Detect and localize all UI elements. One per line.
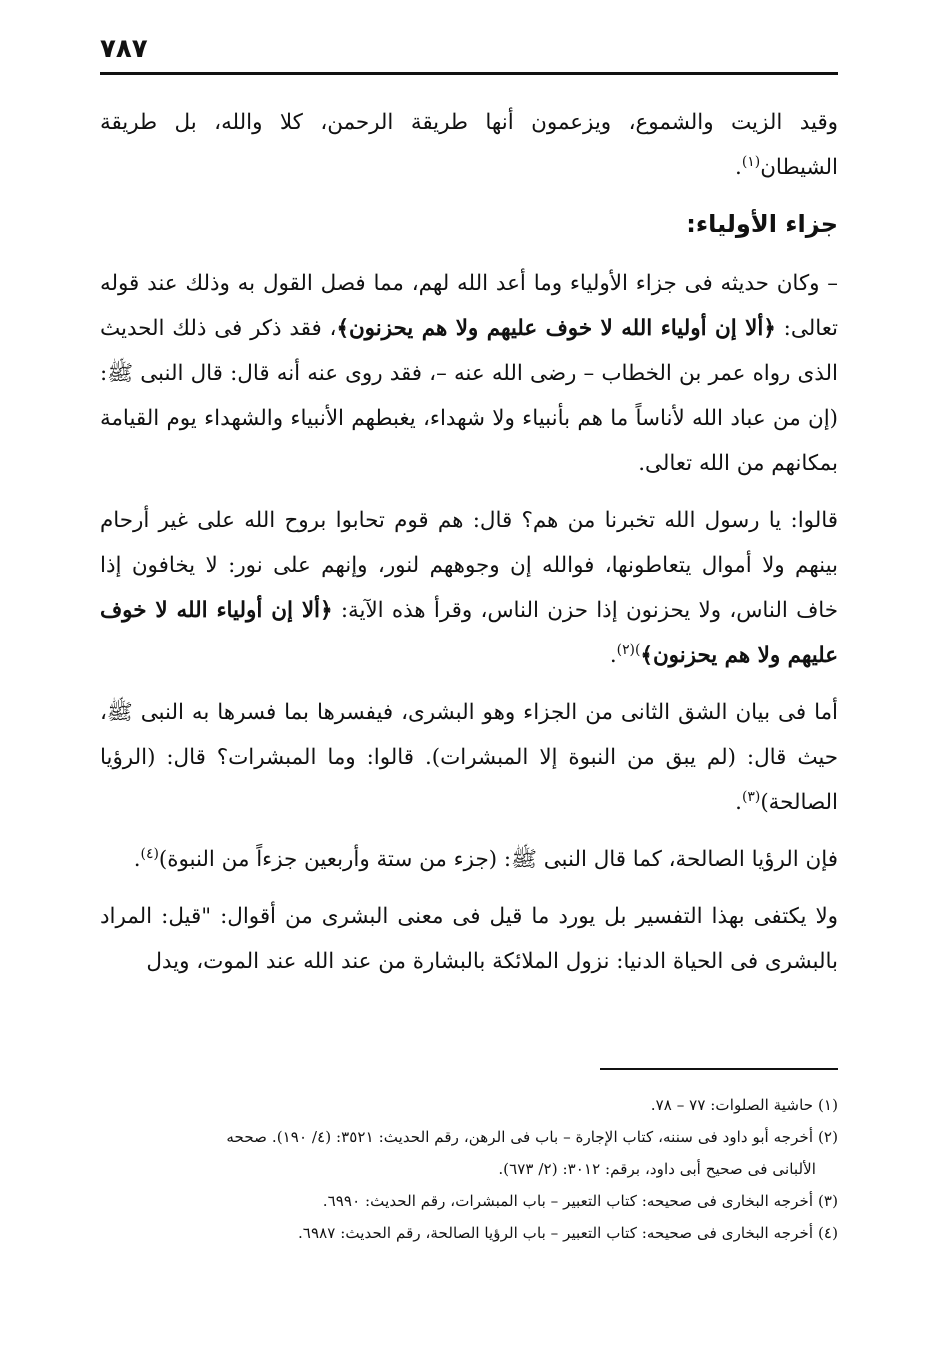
footnote-2: (٢) أخرجه أبو داود فى سننه، كتاب الإجارة – باب فى الرهن، رقم الحديث: ٣٥٢١: (٤/ ١٩٠). صححه <box>226 1128 838 1146</box>
footnote-3: (٣) أخرجه البخارى فى صحيحه: كتاب التعبير – باب المبشرات، رقم الحديث: ٦٩٩٠. <box>322 1192 838 1210</box>
paragraph-4: أما فى بيان الشق الثانى من الجزاء وهو البشرى، فيفسرها بما فسرها به النبى ﷺ، حيث قال: (لم يبق من النبوة إلا المبشرات). قالوا: وما المبشرات؟ قال: (الرؤيا الصالحة)$^{(٣)}$. <box>100 700 838 815</box>
footnote-ref-4: (٤) <box>140 845 159 862</box>
paragraph-5-text: فإن الرؤيا الصالحة، كما قال النبى ﷺ: (جزء من ستة وأربعين جزءاً من النبوة) <box>158 847 838 872</box>
paragraph-1-text: وقيد الزيت والشموع، ويزعمون أنها طريقة الرحمن، كلا والله، بل طريقة الشيطان <box>100 110 838 180</box>
footnote-2-continuation: الألبانى فى صحيح أبى داود، برقم: ٣٠١٢: (٢/ ٦٧٣). <box>498 1160 816 1178</box>
paragraph-6 <box>100 894 838 984</box>
page-number: ٧٨٧ <box>100 34 148 64</box>
paragraph-3-text: قالوا: يا رسول الله تخبرنا من هم؟ قال: هم قوم تحابوا بروح الله على غير أرحام بينهم ولا أموال يتعاطونها، فوالله إن وجوههم لنور، وإنهم على نور: لا يخافون إذا خاف الناس، ولا يحزنون إذا حزن الناس، وقرأ هذه الآية: <box>100 508 838 623</box>
main-text <box>100 100 838 996</box>
footnote-4: (٤) أخرجه البخارى فى صحيحه: كتاب التعبير – باب الرؤيا الصالحة، رقم الحديث: ٦٩٨٧. <box>297 1224 838 1242</box>
paragraph-1: وقيد الزيت والشموع، ويزعمون أنها طريقة الرحمن، كلا والله، بل طريقة الشيطان$^{(١)}$. <box>100 110 838 180</box>
paragraph-6-text: ولا يكتفى بهذا التفسير بل يورد ما قيل فى معنى البشرى من أقوال: "قيل: المراد بالبشرى فى الحياة الدنيا: نزول الملائكة بالبشارة من عند الله عند الموت، ويدل <box>100 904 838 974</box>
section-heading: جزاء الأولياء: <box>686 210 838 238</box>
footnote-divider <box>600 1068 838 1070</box>
paragraph-5: فإن الرؤيا الصالحة، كما قال النبى ﷺ: (جزء من ستة وأربعين جزءاً من النبوة)$^{(٤)}$. <box>133 845 838 872</box>
paragraph-3: قالوا: يا رسول الله تخبرنا من هم؟ قال: هم قوم تحابوا بروح الله على غير أرحام بينهم ولا أموال يتعاطونها، فوالله إن وجوههم لنور، وإنهم على نور: لا يخافون إذا خاف الناس، ولا يحزنون إذا حزن الناس، وقرأ هذه الآية: ﴿ألا إن أولياء الله لا خوف عليهم ولا هم يحزنون﴾$^{)(٢)}$. <box>100 508 838 668</box>
footnote-1: (١) حاشية الصلوات: ٧٧ – ٧٨. <box>650 1096 838 1114</box>
footnote-ref-3: (٣) <box>741 788 761 805</box>
footnotes <box>100 1090 838 1250</box>
paragraph-2-text-b: ، فقد ذكر فى ذلك الحديث الذى رواه عمر بن الخطاب – رضى الله عنه –، فقد روى عنه أنه قال: قال النبى ﷺ: (إن من عباد الله لأناساً ما هم بأنبياء ولا شهداء، يغبطهم الأنبياء والشهداء يوم القيامة بمكانهم من الله تعالى. <box>100 316 838 476</box>
paragraph-2 <box>100 261 838 486</box>
footnote-ref-2: )(٢) <box>616 641 641 658</box>
quran-verse-1: ﴿ألا إن أولياء الله لا خوف عليهم ولا هم يحزنون﴾ <box>336 316 776 341</box>
paragraph-4-text: أما فى بيان الشق الثانى من الجزاء وهو البشرى، فيفسرها بما فسرها به النبى ﷺ، حيث قال: (لم يبق من النبوة إلا المبشرات). قالوا: وما المبشرات؟ قال: (الرؤيا الصالحة) <box>100 700 838 815</box>
paragraph-2-text-a: – وكان حديثه فى جزاء الأولياء وما أعد الله لهم، مما فصل القول به وذلك عند قوله تعالى: <box>100 271 838 341</box>
page-header <box>100 28 838 75</box>
quran-verse-2: ﴿ألا إن أولياء الله لا خوف عليهم ولا هم يحزنون﴾ <box>100 598 838 668</box>
footnote-ref-1: (١) <box>741 153 761 170</box>
